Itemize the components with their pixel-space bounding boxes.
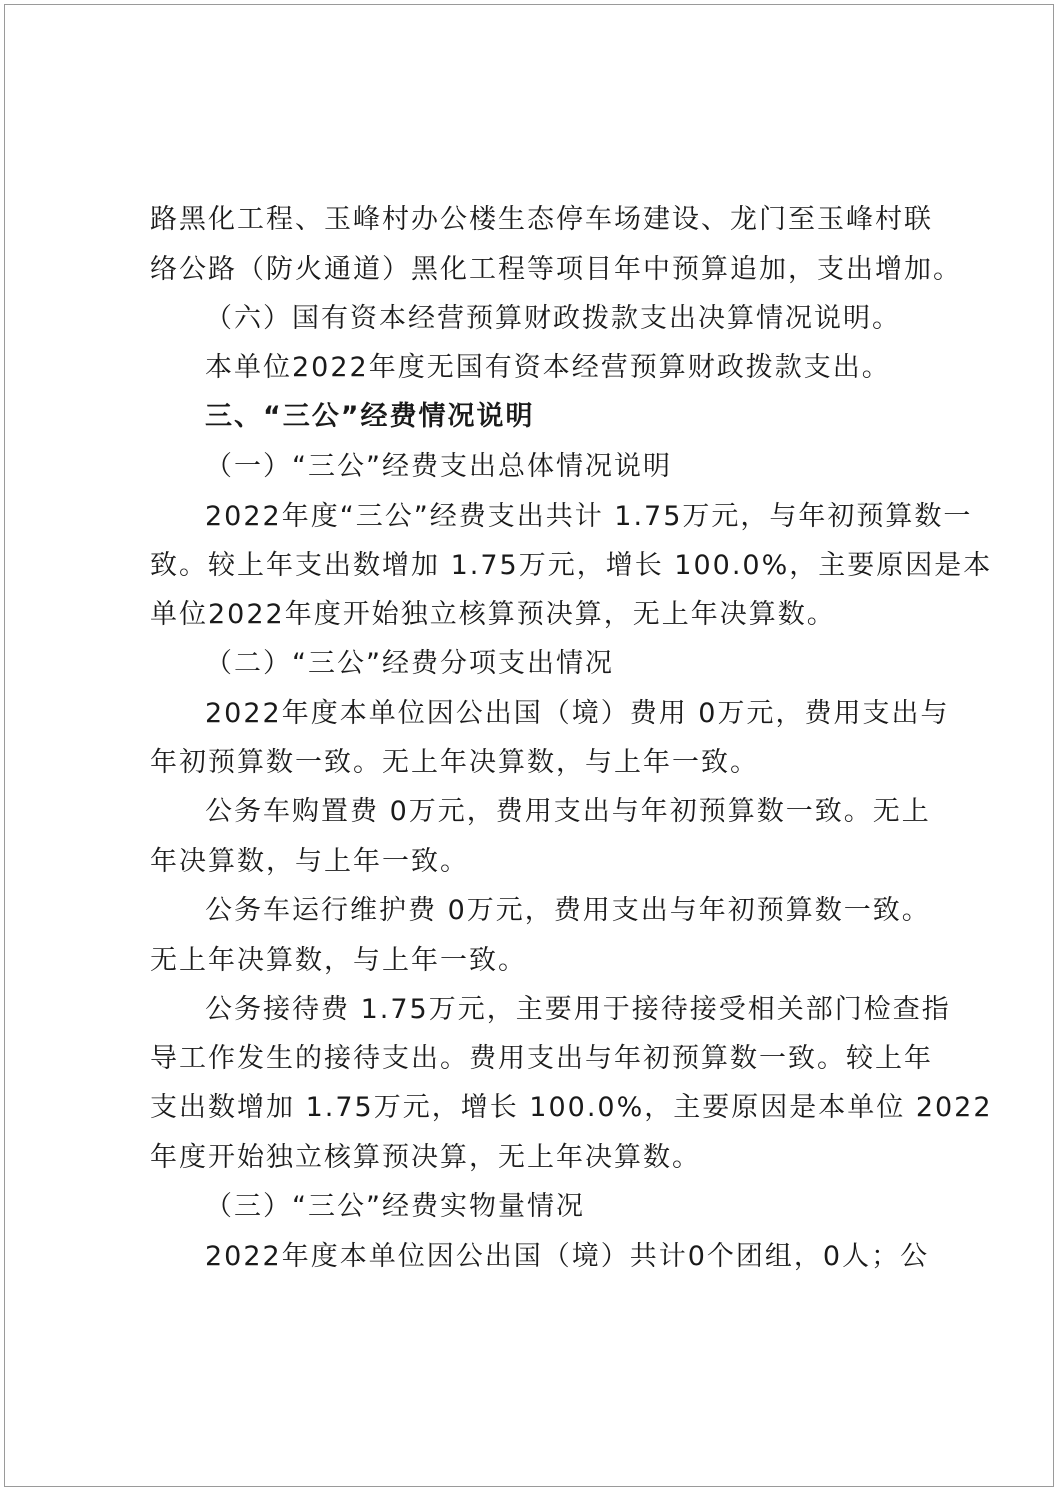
section-heading: （二）“三公”经费分项支出情况 (205, 648, 614, 679)
paragraph-line: 年决算数，与上年一致。 (150, 846, 469, 877)
paragraph-line: 路黑化工程、玉峰村办公楼生态停车场建设、龙门至玉峰村联 (150, 204, 933, 235)
paragraph-line: 2022年度“三公”经费支出共计 1.75万元，与年初预算数一 (205, 501, 973, 532)
paragraph-line: 公务接待费 1.75万元，主要用于接待接受相关部门检查指 (205, 994, 951, 1025)
paragraph-line: 2022年度本单位因公出国（境）共计0个团组，0人；公 (205, 1241, 930, 1272)
paragraph-line: 公务车运行维护费 0万元，费用支出与年初预算数一致。 (205, 895, 931, 926)
section-heading: （六）国有资本经营预算财政拨款支出决算情况说明。 (205, 303, 901, 334)
paragraph-line: 年度开始独立核算预决算，无上年决算数。 (150, 1142, 701, 1173)
paragraph-line: 公务车购置费 0万元，费用支出与年初预算数一致。无上 (205, 796, 931, 827)
paragraph-line: 本单位2022年度无国有资本经营预算财政拨款支出。 (205, 352, 891, 383)
paragraph-line: 支出数增加 1.75万元，增长 100.0%，主要原因是本单位 2022 (150, 1092, 993, 1123)
paragraph-line: 2022年度本单位因公出国（境）费用 0万元，费用支出与 (205, 698, 950, 729)
paragraph-line: 单位2022年度开始独立核算预决算，无上年决算数。 (150, 599, 836, 630)
section-heading: （三）“三公”经费实物量情况 (205, 1191, 585, 1222)
paragraph-line: 致。较上年支出数增加 1.75万元，增长 100.0%，主要原因是本 (150, 550, 993, 581)
paragraph-line: 年初预算数一致。无上年决算数，与上年一致。 (150, 747, 759, 778)
paragraph-line: 络公路（防火通道）黑化工程等项目年中预算追加，支出增加。 (150, 254, 962, 285)
paragraph-line: 导工作发生的接待支出。费用支出与年初预算数一致。较上年 (150, 1043, 933, 1074)
section-heading: （一）“三公”经费支出总体情况说明 (205, 451, 672, 482)
section-title: 三、“三公”经费情况说明 (205, 401, 535, 432)
paragraph-line: 无上年决算数，与上年一致。 (150, 945, 527, 976)
